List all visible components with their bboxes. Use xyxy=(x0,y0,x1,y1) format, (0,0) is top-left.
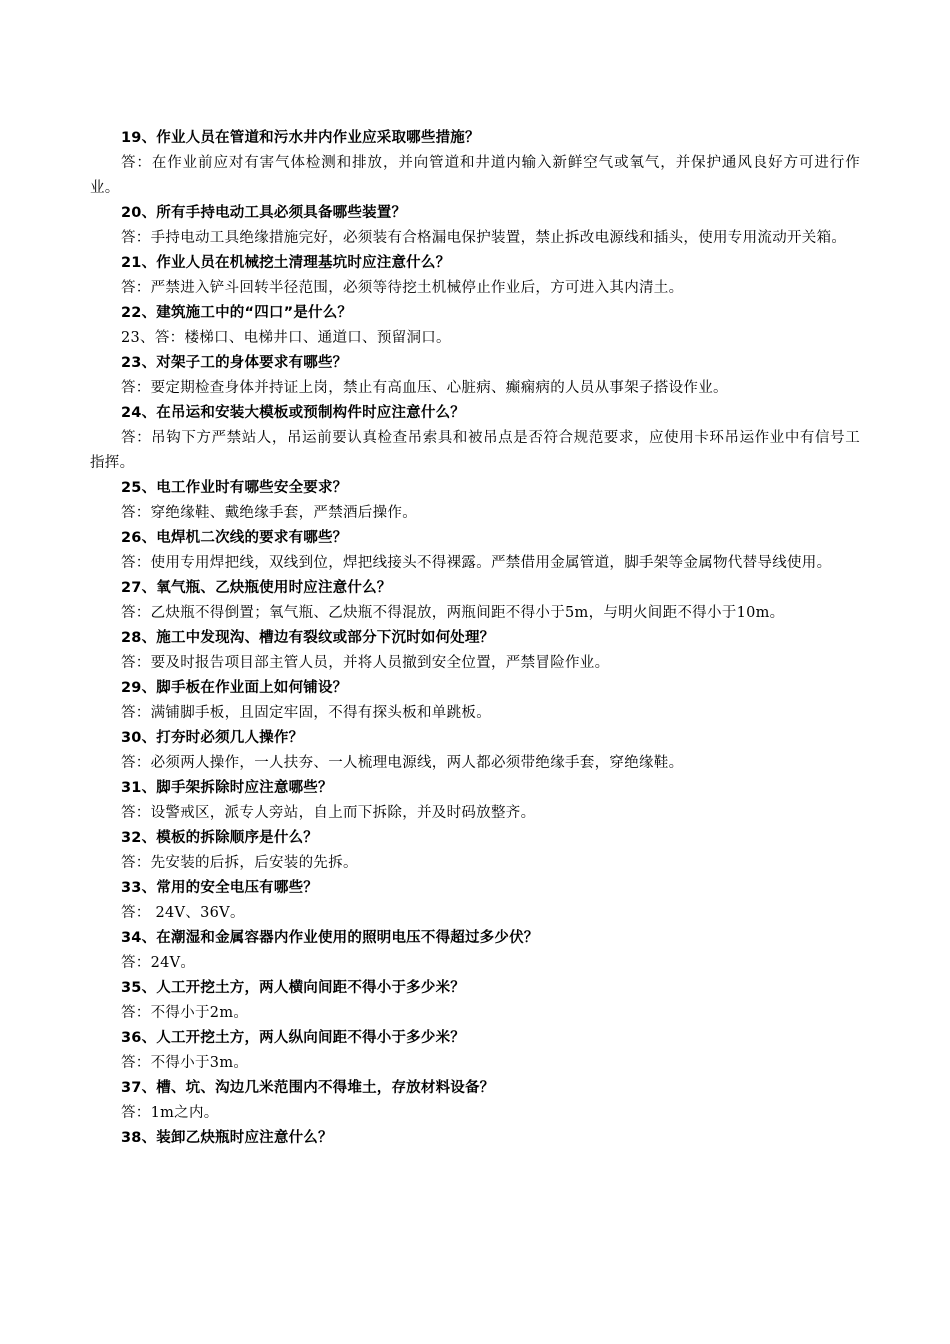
question-34: 34、在潮湿和金属容器内作业使用的照明电压不得超过多少伏？ xyxy=(121,930,539,946)
question-38: 38、装卸乙炔瓶时应注意什么？ xyxy=(121,1130,333,1146)
answer-32: 答：先安装的后拆，后安装的先拆。 xyxy=(121,855,358,871)
answer-33: 答： 24V、36V。 xyxy=(121,905,245,921)
answer-37: 答：1m之内。 xyxy=(121,1105,219,1121)
question-37: 37、槽、坑、沟边几米范围内不得堆土，存放材料设备？ xyxy=(121,1080,495,1096)
question-20: 20、所有手持电动工具必须具备哪些装置？ xyxy=(121,205,407,221)
question-28: 28、施工中发现沟、槽边有裂纹或部分下沉时如何处理？ xyxy=(121,630,495,646)
question-22: 22、建筑施工中的“四口”是什么？ xyxy=(121,305,353,321)
qa-list xyxy=(90,126,860,1151)
answer-26: 答：使用专用焊把线，双线到位，焊把线接头不得裸露。严禁借用金属管道，脚手架等金属物代替导线使用。 xyxy=(121,555,832,571)
answer-30: 答：必须两人操作，一人扶夯、一人梳理电源线，两人都必须带绝缘手套，穿绝缘鞋。 xyxy=(121,755,684,771)
answer-22: 23、答：楼梯口、电梯井口、通道口、预留洞口。 xyxy=(121,330,451,346)
question-19: 19、作业人员在管道和污水井内作业应采取哪些措施？ xyxy=(121,130,480,146)
question-26: 26、电焊机二次线的要求有哪些？ xyxy=(121,530,348,546)
question-21: 21、作业人员在机械挖土清理基坑时应注意什么？ xyxy=(121,255,451,271)
question-24: 24、在吊运和安装大模板或预制构件时应注意什么？ xyxy=(121,405,465,421)
answer-28: 答：要及时报告项目部主管人员，并将人员撤到安全位置，严禁冒险作业。 xyxy=(121,655,610,671)
answer-19: 答：在作业前应对有害气体检测和排放，并向管道和井道内输入新鲜空气或氧气，并保护通风良好方可进行作业。 xyxy=(90,155,860,196)
answer-25: 答：穿绝缘鞋、戴绝缘手套，严禁酒后操作。 xyxy=(121,505,417,521)
question-31: 31、脚手架拆除时应注意哪些？ xyxy=(121,780,333,796)
question-25: 25、电工作业时有哪些安全要求？ xyxy=(121,480,348,496)
question-33: 33、常用的安全电压有哪些？ xyxy=(121,880,318,896)
answer-20: 答：手持电动工具绝缘措施完好，必须装有合格漏电保护装置，禁止拆改电源线和插头，使用专用流动开关箱。 xyxy=(121,230,847,246)
question-23: 23、对架子工的身体要求有哪些？ xyxy=(121,355,348,371)
question-30: 30、打夯时必须几人操作？ xyxy=(121,730,304,746)
answer-29: 答：满铺脚手板，且固定牢固，不得有探头板和单跳板。 xyxy=(121,705,491,721)
question-35: 35、人工开挖土方，两人横向间距不得小于多少米？ xyxy=(121,980,465,996)
answer-21: 答：严禁进入铲斗回转半径范围，必须等待挖土机械停止作业后，方可进入其内清土。 xyxy=(121,280,684,296)
question-27: 27、氧气瓶、乙炔瓶使用时应注意什么？ xyxy=(121,580,392,596)
answer-31: 答：设警戒区，派专人旁站，自上而下拆除，并及时码放整齐。 xyxy=(121,805,536,821)
question-36: 36、人工开挖土方，两人纵向间距不得小于多少米？ xyxy=(121,1030,465,1046)
answer-35: 答：不得小于2m。 xyxy=(121,1005,249,1021)
answer-27: 答：乙炔瓶不得倒置；氧气瓶、乙炔瓶不得混放，两瓶间距不得小于5m，与明火间距不得小于10m。 xyxy=(121,605,785,621)
answer-23: 答：要定期检查身体并持证上岗，禁止有高血压、心脏病、癫痫病的人员从事架子搭设作业。 xyxy=(121,380,728,396)
answer-34: 答：24V。 xyxy=(121,955,196,971)
answer-36: 答：不得小于3m。 xyxy=(121,1055,249,1071)
question-32: 32、模板的拆除顺序是什么？ xyxy=(121,830,318,846)
question-29: 29、脚手板在作业面上如何铺设？ xyxy=(121,680,348,696)
answer-24: 答：吊钩下方严禁站人，吊运前要认真检查吊索具和被吊点是否符合规范要求，应使用卡环吊运作业中有信号工指挥。 xyxy=(90,430,860,471)
